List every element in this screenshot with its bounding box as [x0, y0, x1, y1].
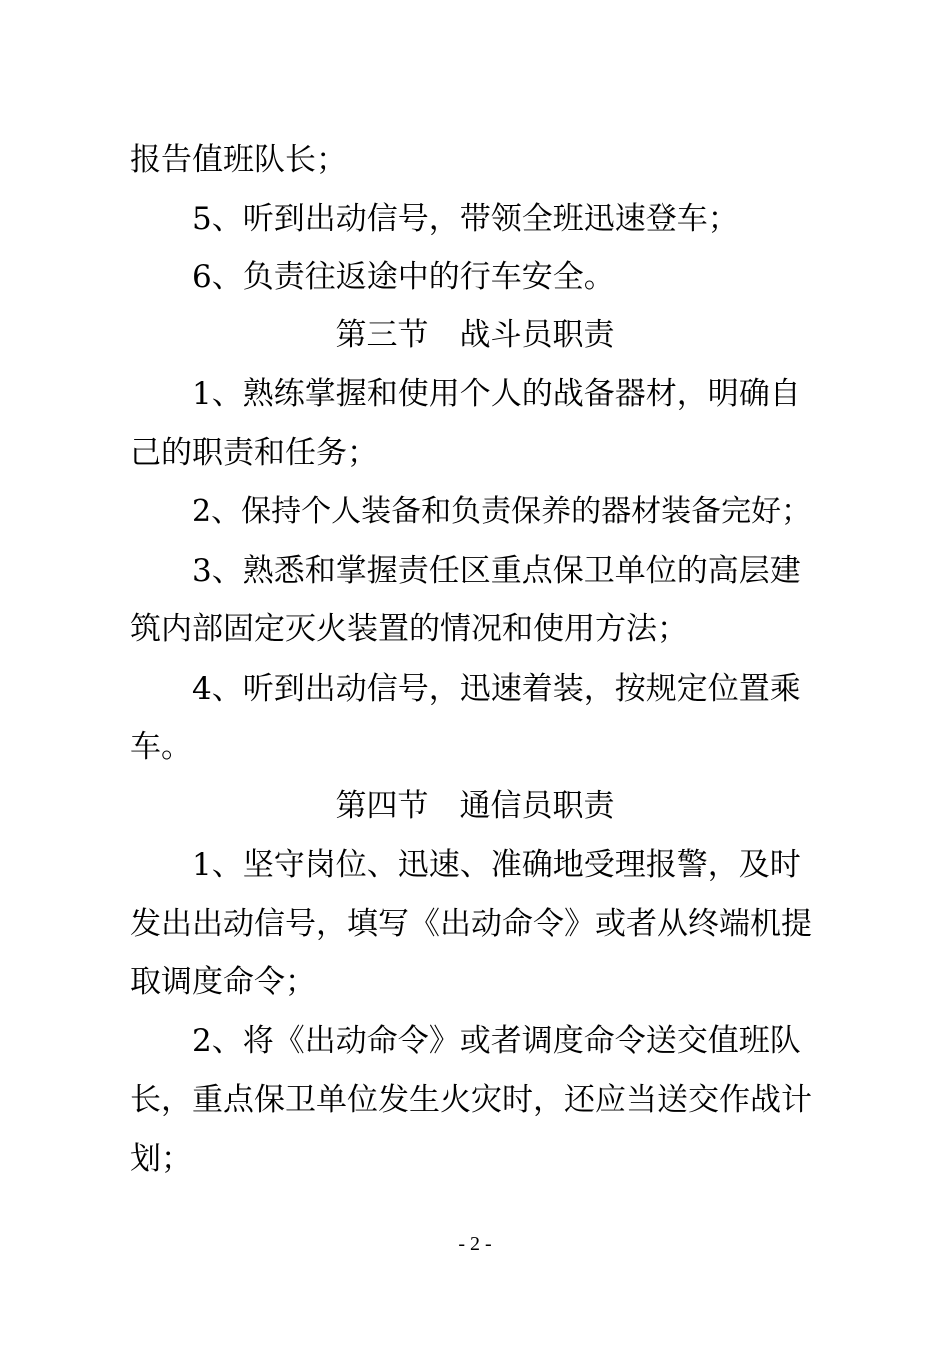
- paragraph-line: 5、听到出动信号，带领全班迅速登车；: [192, 201, 739, 237]
- page-number: - 2 -: [458, 1233, 492, 1255]
- paragraph-line: 报告值班队长；: [130, 142, 347, 178]
- paragraph-line: 车。: [130, 729, 192, 765]
- paragraph-line: 划；: [130, 1141, 192, 1177]
- paragraph-line: 2、保持个人装备和负责保养的器材装备完好；: [192, 494, 812, 529]
- paragraph-line: 发出出动信号，填写《出动命令》或者从终端机提: [130, 906, 812, 942]
- paragraph-line: 1、熟练掌握和使用个人的战备器材，明确自: [192, 376, 801, 412]
- paragraph-line: 1、坚守岗位、迅速、准确地受理报警，及时: [192, 847, 801, 883]
- paragraph-line: 筑内部固定灭火装置的情况和使用方法；: [130, 611, 688, 647]
- paragraph-line: 3、熟悉和掌握责任区重点保卫单位的高层建: [192, 553, 801, 589]
- paragraph-line: 取调度命令；: [130, 964, 316, 1000]
- paragraph-line: 4、听到出动信号，迅速着装，按规定位置乘: [192, 671, 801, 707]
- paragraph-line: 己的职责和任务；: [130, 435, 378, 471]
- section-title: 第四节 通信员职责: [335, 788, 615, 824]
- paragraph-line: 6、负责往返途中的行车安全。: [192, 259, 615, 295]
- section-title: 第三节 战斗员职责: [335, 317, 615, 353]
- paragraph-line: 长，重点保卫单位发生火灾时，还应当送交作战计: [130, 1082, 812, 1118]
- paragraph-line: 2、将《出动命令》或者调度命令送交值班队: [192, 1023, 801, 1059]
